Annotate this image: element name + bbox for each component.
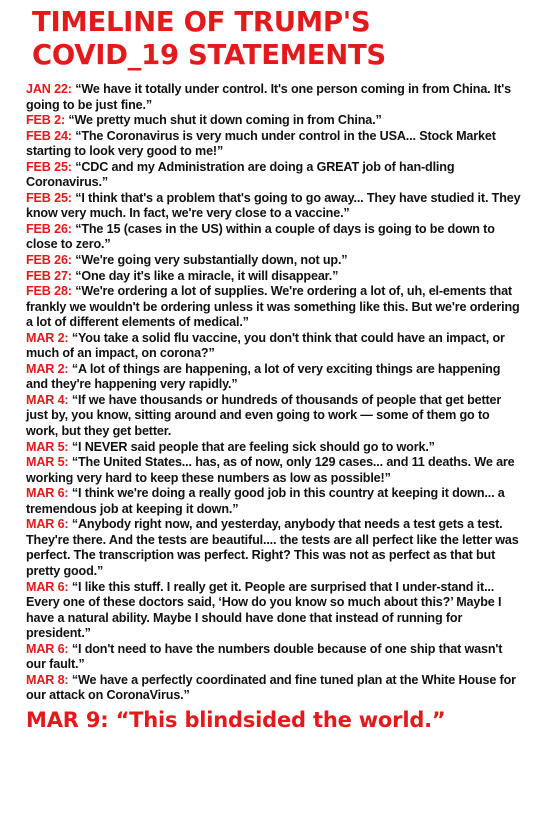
- statement-date: MAR 6:: [26, 517, 69, 532]
- statement-quote: “I don't need to have the numbers double because of one ship that wasn't our fault.”: [26, 641, 503, 672]
- statement-date: MAR 6:: [26, 486, 69, 501]
- statement-quote: “I NEVER said people that are feeling sick should go to work.”: [71, 439, 435, 454]
- statement-quote: “A lot of things are happening, a lot of very exciting things are happening and they're happening very rapidly.”: [26, 361, 501, 392]
- statement-quote: “We're ordering a lot of supplies. We're ordering a lot of, uh, el-ements that frankly we wouldn't be ordering unless it was something like this. But we're ordering a lot of different elements of medical.”: [26, 284, 520, 330]
- final-statement: [26, 707, 524, 733]
- statement-date: MAR 5:: [26, 439, 69, 454]
- statement-entry: [26, 129, 524, 160]
- title-line-1: TIMELINE OF TRUMP'S: [32, 6, 371, 38]
- statement-entry: [26, 673, 524, 704]
- statement-entry: [26, 222, 524, 253]
- statement-date: FEB 28:: [26, 284, 72, 299]
- statement-entry: [26, 393, 524, 440]
- title-line-2: COVID_19 STATEMENTS: [32, 39, 386, 71]
- statement-date: MAR 8:: [26, 672, 69, 687]
- statement-entry: [26, 362, 524, 393]
- statement-date: MAR 2:: [26, 330, 69, 345]
- statement-quote: “We have a perfectly coordinated and fine tuned plan at the White House for our attack on CoronaVirus.”: [26, 672, 516, 703]
- statement-entry: [26, 191, 524, 222]
- statement-quote: “One day it's like a miracle, it will disappear.”: [75, 268, 339, 283]
- statement-list: [26, 82, 524, 704]
- statement-date: MAR 4:: [26, 392, 69, 407]
- statement-quote: “I think we're doing a really good job in this country at keeping it down... a tremendous job at keeping it down.”: [26, 486, 505, 516]
- statement-date: FEB 26:: [26, 253, 72, 268]
- statement-entry: [26, 486, 524, 517]
- statement-date: MAR 6:: [26, 579, 69, 594]
- statement-quote: “You take a solid flu vaccine, you don't think that could have an impact, or much of an impact, on corona?”: [26, 330, 505, 361]
- statement-entry: [26, 331, 524, 362]
- statement-quote: “The United States... has, as of now, only 129 cases... and 11 deaths. We are working very hard to keep these numbers as low as possible!”: [26, 455, 515, 485]
- statement-entry: [26, 269, 524, 285]
- final-statement-date: MAR 9:: [26, 707, 109, 732]
- statement-quote: “We're going very substantially down, not up.”: [75, 253, 348, 268]
- statement-date: MAR 2:: [26, 361, 69, 376]
- statement-date: MAR 6:: [26, 641, 69, 656]
- statement-date: FEB 25:: [26, 190, 72, 205]
- statement-quote: “Anybody right now, and yesterday, anybody that needs a test gets a test. They're there. And the tests are beautiful.... the tests are all perfect like the letter was perfect. The transcription was perfect. Right? This was not as perfect as that but pretty good.”: [26, 517, 519, 578]
- statement-date: JAN 22:: [26, 82, 72, 96]
- statement-date: FEB 2:: [26, 113, 65, 128]
- statement-quote: “I think that's a problem that's going to go away... They have studied it. They know very much. In fact, we're very close to a vaccine.”: [26, 190, 521, 221]
- statement-entry: [26, 113, 524, 129]
- statement-quote: “We pretty much shut it down coming in from China.”: [68, 113, 382, 128]
- statement-quote: “I like this stuff. I really get it. People are surprised that I under-stand it... Every one of these doctors said, ‘How do you know so much about this?’ Maybe I have a natural ability. Maybe I should have done that instead of running for president.”: [26, 579, 502, 641]
- final-statement-quote: “This blindsided the world.”: [115, 707, 446, 732]
- statement-quote: “The 15 (cases in the US) within a couple of days is going to be down to close to zero.”: [26, 221, 495, 252]
- statement-entry: [26, 440, 524, 456]
- statement-date: FEB 27:: [26, 268, 72, 283]
- statement-entry: [26, 82, 524, 113]
- statement-entry: [26, 517, 524, 579]
- statement-quote: “We have it totally under control. It's one person coming in from China. It's going to be just fine.”: [26, 82, 511, 112]
- statement-date: FEB 24:: [26, 128, 72, 143]
- statement-entry: [26, 455, 524, 486]
- statement-date: MAR 5:: [26, 455, 69, 470]
- statement-quote: “CDC and my Administration are doing a GREAT job of han-dling Coronavirus.”: [26, 159, 455, 190]
- statement-quote: “If we have thousands or hundreds of thousands of people that get better just by, you know, sitting around and even going to work — some of them go to work, but they get better.: [26, 392, 502, 439]
- statement-entry: [26, 253, 524, 269]
- statement-date: FEB 26:: [26, 221, 72, 236]
- statement-entry: [26, 160, 524, 191]
- statement-date: FEB 25:: [26, 159, 72, 174]
- statement-entry: [26, 642, 524, 673]
- statement-entry: [26, 284, 524, 331]
- statement-quote: “The Coronavirus is very much under control in the USA... Stock Market starting to look very good to me!”: [26, 128, 496, 159]
- page-title: [32, 6, 524, 72]
- statement-entry: [26, 580, 524, 642]
